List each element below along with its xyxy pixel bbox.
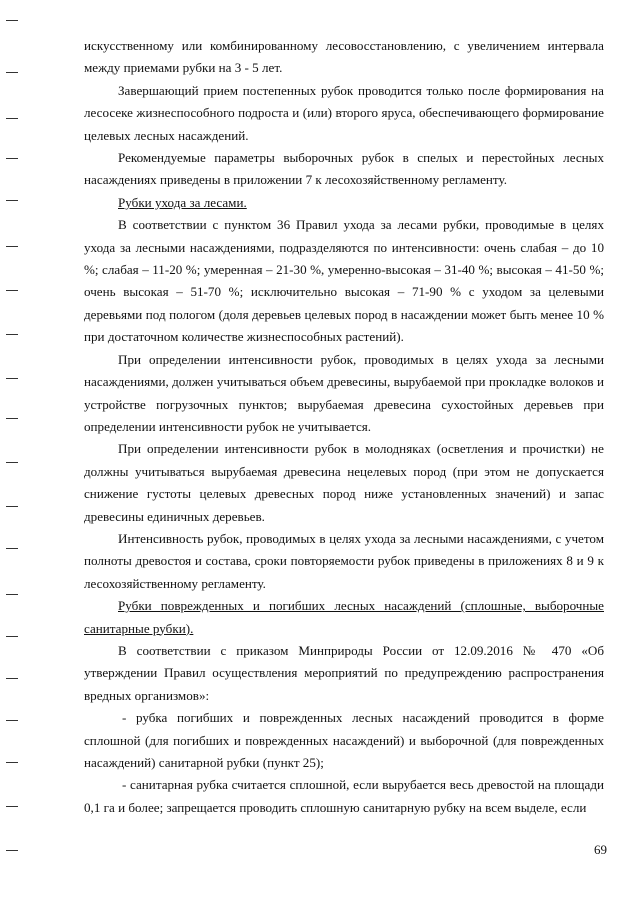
- margin-mark: [6, 594, 18, 595]
- document-body: [84, 35, 604, 819]
- page-number: 69: [594, 842, 607, 857]
- paragraph-final-stage: Завершающий прием постепенных рубок проводится только после формирования на лесосеке жизнеспособного подроста и (или) второго яруса, обеспечивающего формирование целевых лесных насаждений.: [84, 82, 604, 143]
- margin-mark: [6, 246, 18, 247]
- margin-mark: [6, 720, 18, 721]
- binding-margin-marks: [6, 0, 20, 905]
- margin-mark: [6, 418, 18, 419]
- section-heading-text: Рубки поврежденных и погибших лесных насаждений (сплошные, выборочные санитарные рубки).: [84, 598, 604, 636]
- paragraph-recommended-params: Рекомендуемые параметры выборочных рубок в спелых и перестойных лесных насаждениях приведены в приложении 7 к лесохозяйственному регламенту.: [84, 150, 604, 188]
- margin-mark: [6, 378, 18, 379]
- list-item-clear-sanitary: - санитарная рубка считается сплошной, если вырубается весь древостой на площади 0,1 га и более; запрещается проводить сплошную санитарную рубку на всем выделе, если: [84, 777, 604, 815]
- section-heading-sanitary: [84, 595, 604, 640]
- margin-mark: [6, 678, 18, 679]
- margin-mark: [6, 850, 18, 851]
- paragraph-continuation: искусственному или комбинированному лесовосстановлению, с увеличением интервала между приемами рубки на 3 - 5 лет.: [84, 38, 604, 76]
- margin-mark: [6, 200, 18, 201]
- paragraph-order-reference: В соответствии с приказом Минприроды России от 12.09.2016 № 470 «Об утверждении Правил осуществления мероприятий по предупреждению распространения вредных организмов»:: [84, 642, 604, 703]
- margin-mark: [6, 118, 18, 119]
- margin-mark: [6, 548, 18, 549]
- list-item-felling-form: - рубка погибших и поврежденных лесных насаждений проводится в форме сплошной (для погибших и поврежденных насаждений) и выборочной (для поврежденных насаждений) санитарной рубки (пункт 25);: [84, 710, 604, 770]
- margin-mark: [6, 806, 18, 807]
- margin-mark: [6, 462, 18, 463]
- margin-mark: [6, 158, 18, 159]
- margin-mark: [6, 506, 18, 507]
- margin-mark: [6, 290, 18, 291]
- margin-mark: [6, 762, 18, 763]
- paragraph-intensity-determination: При определении интенсивности рубок, проводимых в целях ухода за лесными насаждениями, должен учитываться объем древесины, вырубаемой при прокладке волоков и устройстве погрузочных пунктов; вырубаемая древесина сухостойных деревьев при определении интенсивности рубок не учитывается.: [84, 351, 604, 434]
- margin-mark: [6, 334, 18, 335]
- paragraph-young-stands: При определении интенсивности рубок в молодняках (осветления и прочистки) не должны учитываться вырубаемая древесина нецелевых пород (при этом не допускается снижение густоты целевых древесных пород ниже установленных значений) и запас древесины единичных деревьев.: [84, 441, 604, 524]
- margin-mark: [6, 636, 18, 637]
- section-heading-thinning: [84, 192, 604, 214]
- margin-mark: [6, 20, 18, 21]
- paragraph-intensity-classes: В соответствии с пунктом 36 Правил ухода за лесами рубки, проводимые в целях ухода за лесными насаждениями, подразделяются по интенсивности: очень слабая – до 10 %; слабая – 11-20 %; умеренная – 21-30 %, умеренно-высокая – 31-40 %; высокая – 41-50 %; очень высокая – 51-70 %; исключительно высокая – 71-90 % с уходом за целевыми деревьями под пологом (доля деревьев целевых пород в насаждении может быть менее 10 % при достаточном количестве жизнеспособных растений).: [84, 217, 604, 345]
- section-heading-text: Рубки ухода за лесами.: [118, 194, 247, 210]
- paragraph-intensity-appendix: Интенсивность рубок, проводимых в целях ухода за лесными насаждениями, с учетом полноты древостоя и состава, сроки повторяемости рубок приведены в приложениях 8 и 9 к лесохозяйственному регламенту.: [84, 530, 604, 591]
- margin-mark: [6, 72, 18, 73]
